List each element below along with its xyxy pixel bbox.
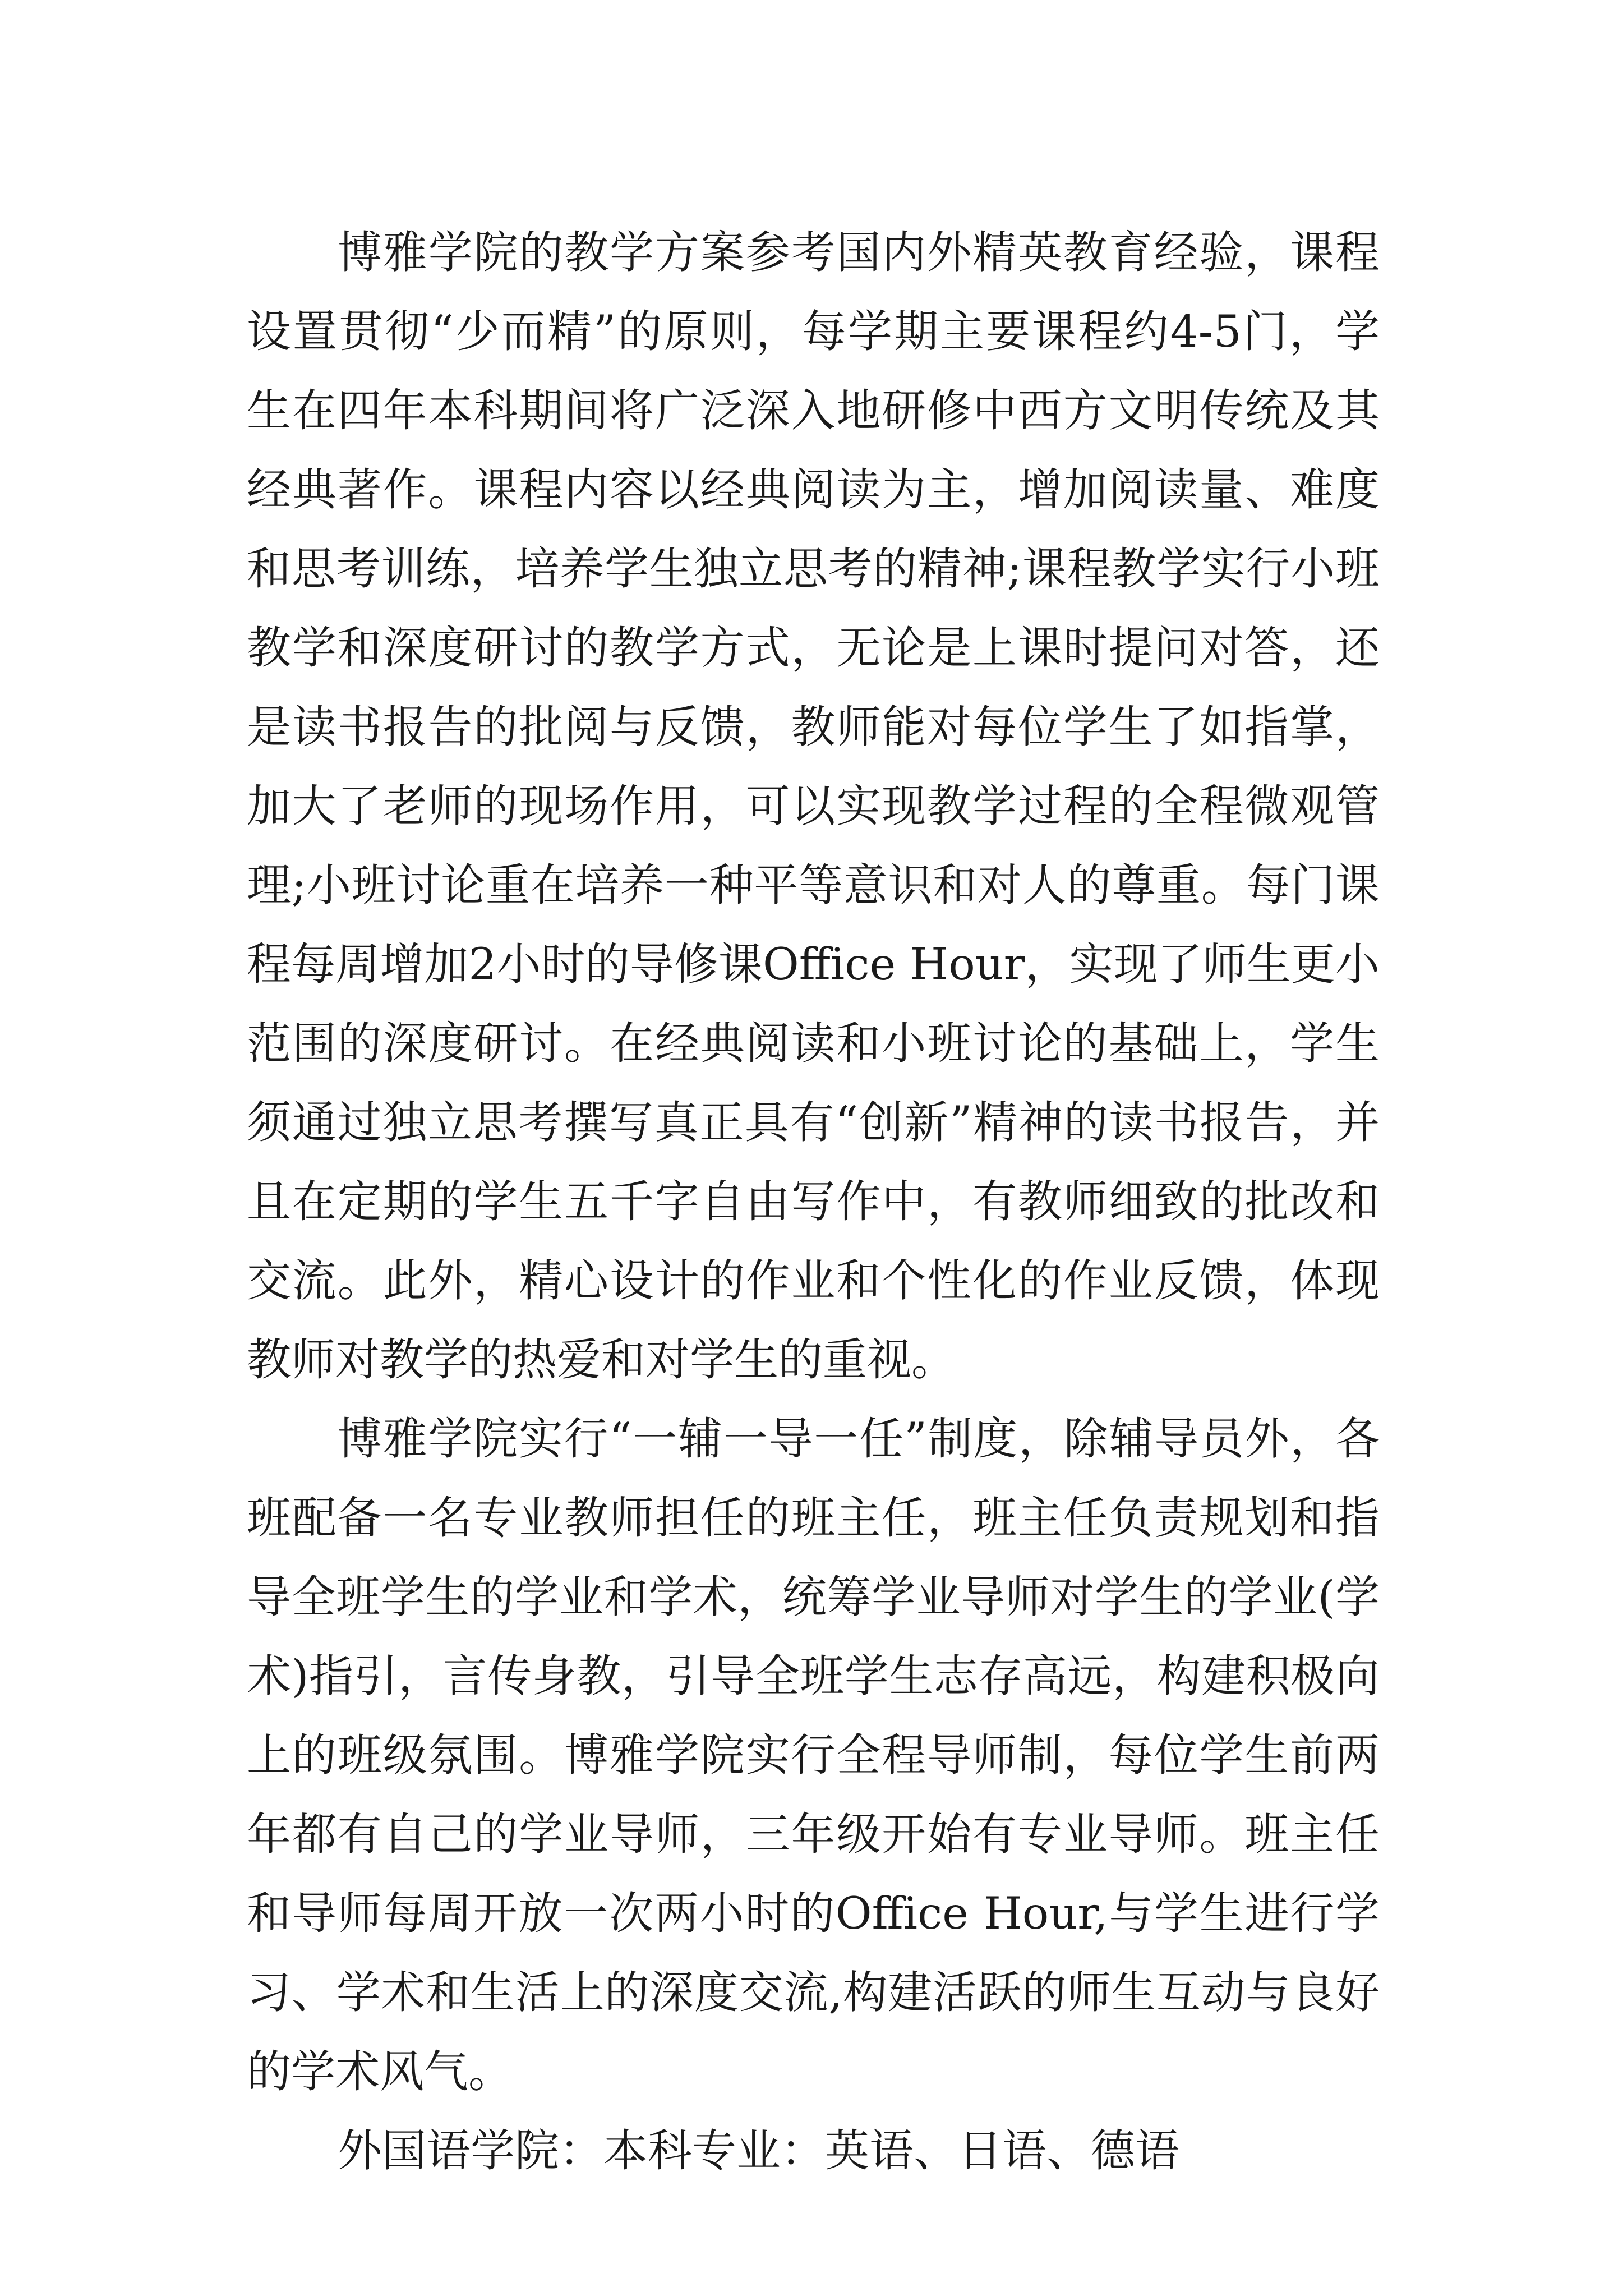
- paragraph-mentorship: 博雅学院实行“一辅一导一任”制度，除辅导员外，各班配备一名专业教师担任的班主任，班主任负责规划和指导全班学生的学业和学术，统筹学业导师对学生的学业(学术)指引，言传身教，引导全班学生志存高远，构建积极向上的班级氛围。博雅学院实行全程导师制，每位学生前两年都有自己的学业导师，三年级开始有专业导师。班主任和导师每周开放一次两小时的Office Hour,与学生进行学习、学术和生活上的深度交流,构建活跃的师生互动与良好的学术风气。: [247, 1413, 1380, 2097]
- paragraph-foreign-languages: 外国语学院：本科专业：英语、日语、德语: [338, 2125, 1179, 2177]
- body-text: [247, 213, 1380, 2191]
- paragraph-curriculum: 博雅学院的教学方案参考国内外精英教育经验，课程设置贯彻“少而精”的原则，每学期主要课程约4-5门，学生在四年本科期间将广泛深入地研修中西方文明传统及其经典著作。课程内容以经典阅读为主，增加阅读量、难度和思考训练，培养学生独立思考的精神;课程教学实行小班教学和深度研讨的教学方式，无论是上课时提问对答，还是读书报告的批阅与反馈，教师能对每位学生了如指掌，加大了老师的现场作用，可以实现教学过程的全程微观管理;小班讨论重在培养一种平等意识和对人的尊重。每门课程每周增加2小时的导修课Office Hour，实现了师生更小范围的深度研讨。在经典阅读和小班讨论的基础上，学生须通过独立思考撰写真正具有“创新”精神的读书报告，并且在定期的学生五千字自由写作中，有教师细致的批改和交流。此外，精心设计的作业和个性化的作业反馈，体现教师对教学的热爱和对学生的重视。: [247, 227, 1380, 1386]
